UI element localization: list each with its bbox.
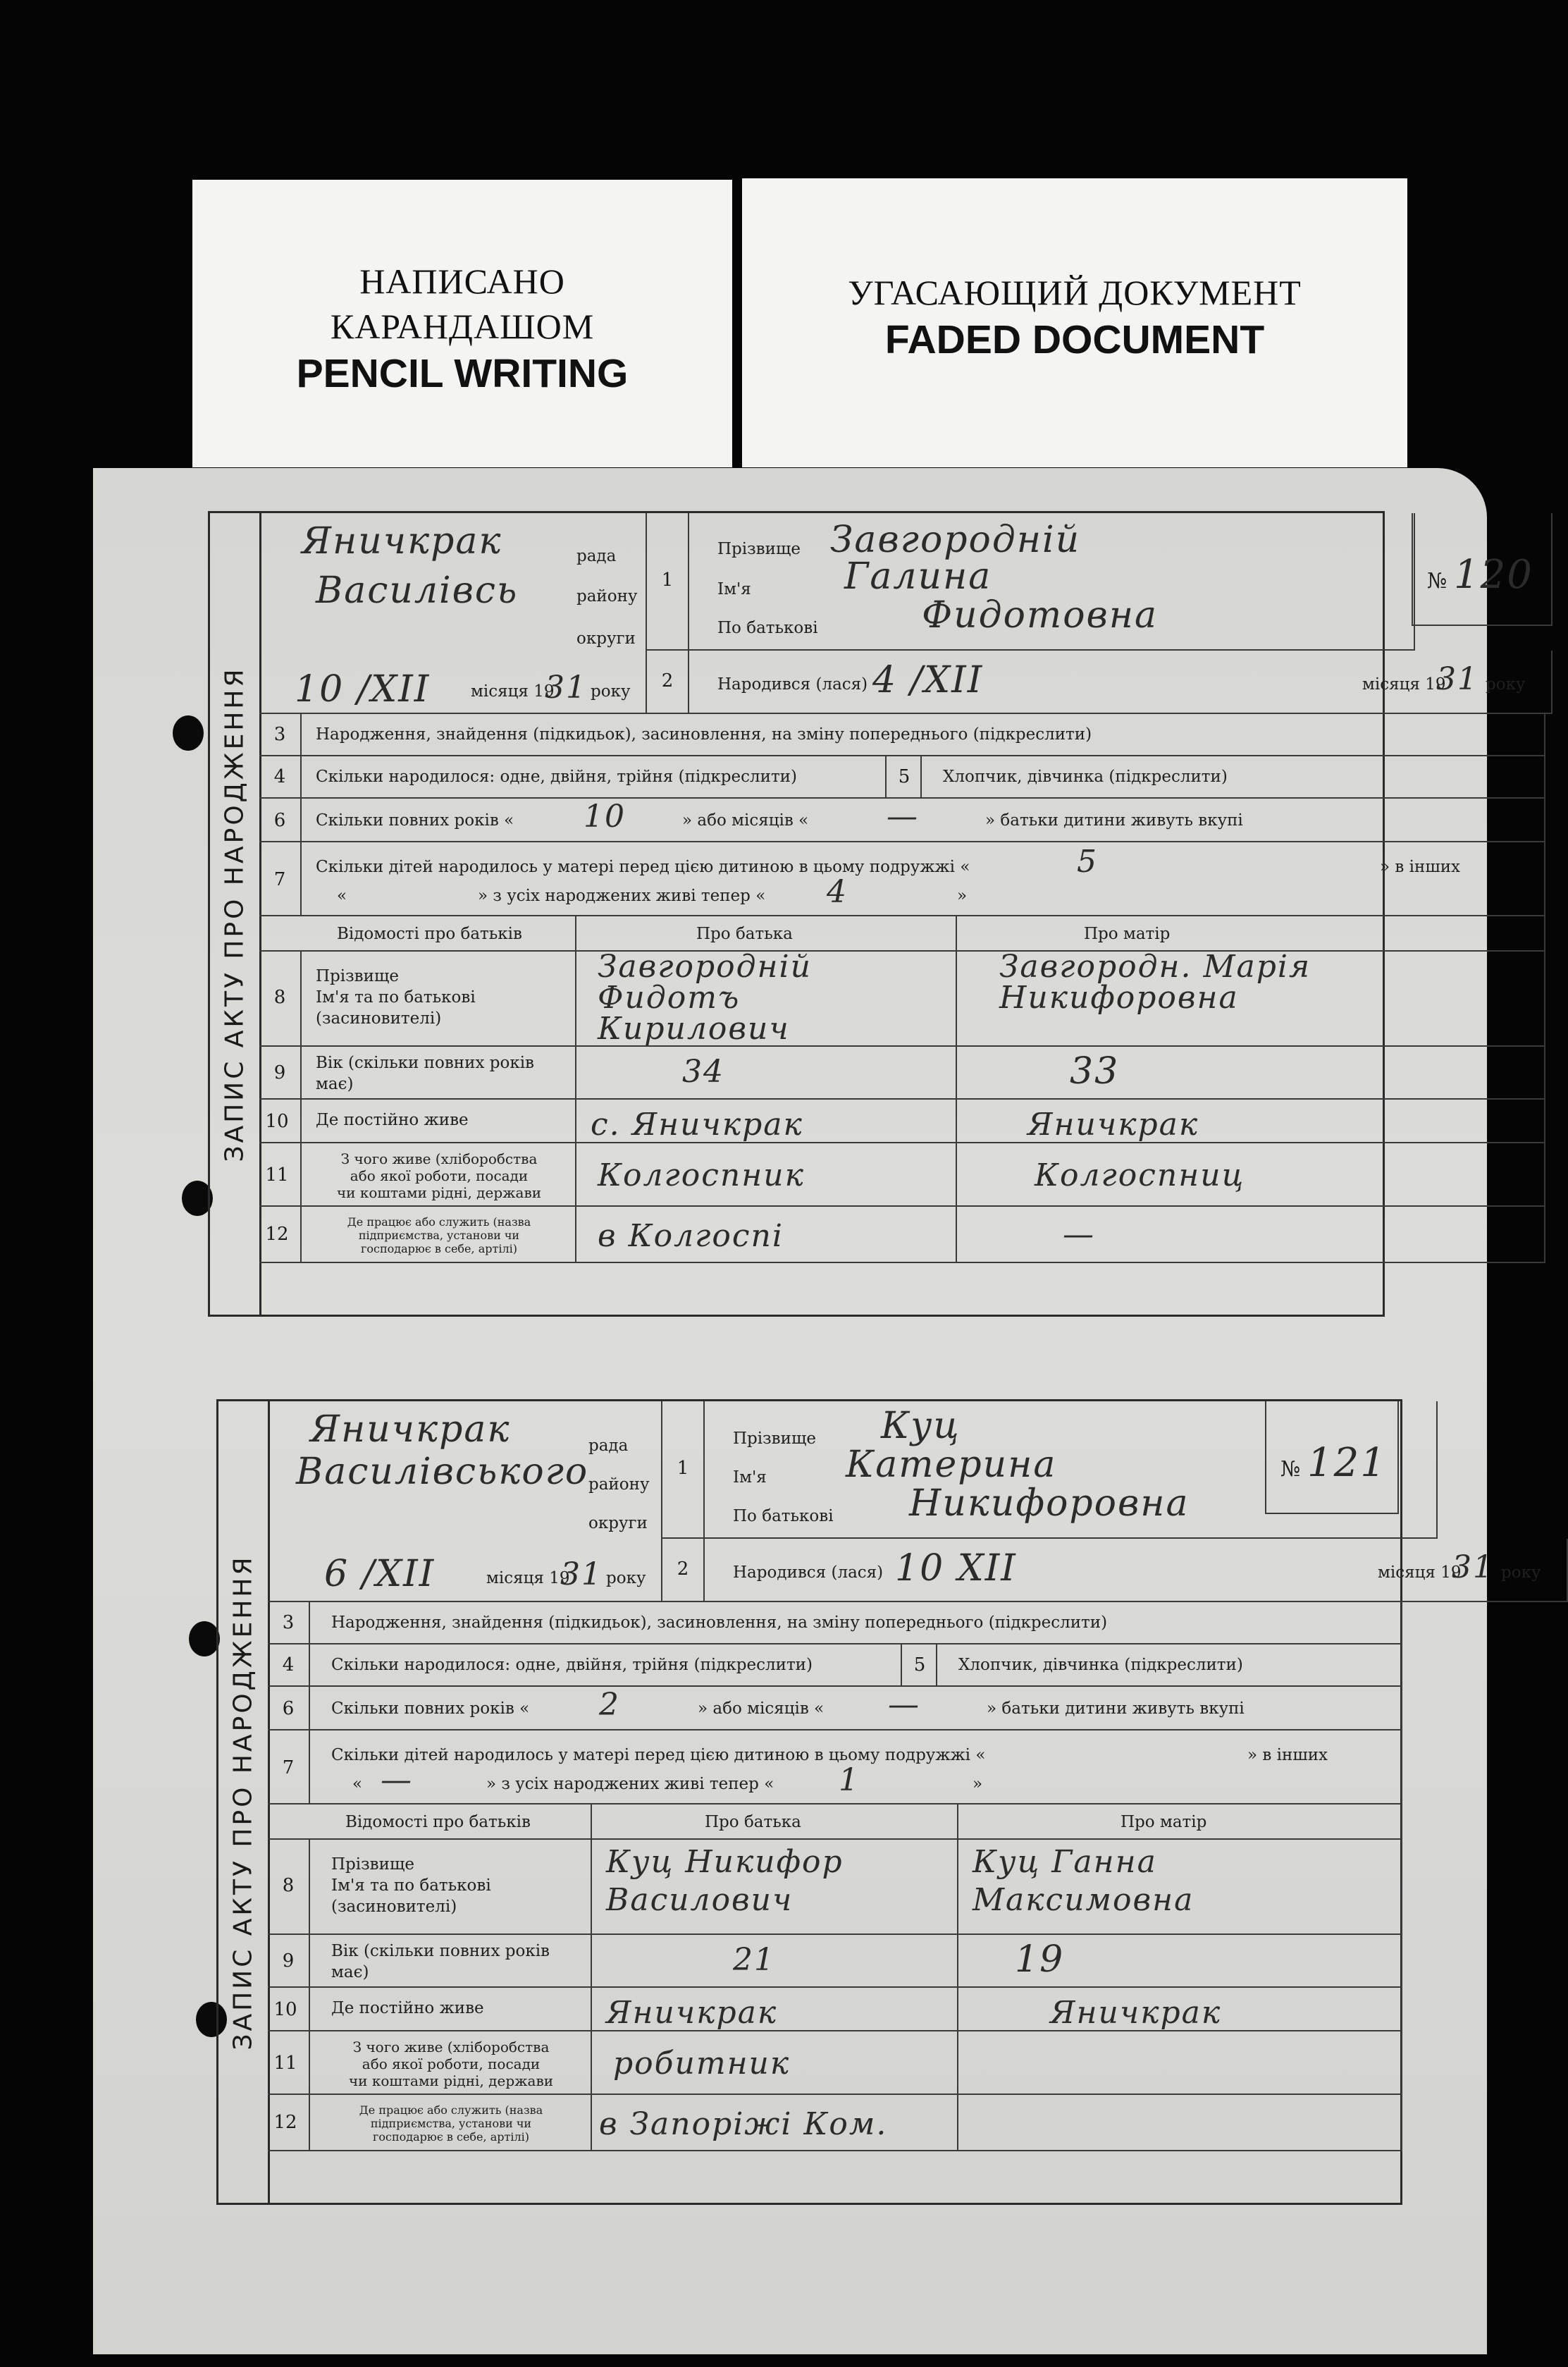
record-number: 120 — [1453, 552, 1533, 598]
row-3-text: Народження, знайдення (підкидьок), засиновлення, на зміну попереднього (підкреслити) — [316, 725, 1092, 744]
father-workplace: в Колгоспі — [598, 1218, 784, 1254]
mother-name: Завгородн. Марія Никифоровна — [999, 949, 1311, 1016]
father-age-cell — [592, 1935, 958, 1988]
parents-info-label: Відомості про батьків — [337, 925, 522, 943]
patronymic-label: По батькові — [717, 619, 818, 637]
row-number: 4 — [259, 756, 302, 799]
mother-age: 19 — [1015, 1938, 1065, 1981]
row-number: 8 — [259, 952, 302, 1047]
mother-occupation-cell — [957, 1143, 1545, 1207]
pencil-label-ru-2: КАРАНДАШОМ — [330, 307, 595, 346]
row-10-label-cell — [310, 1988, 592, 2031]
row-number: 1 — [647, 513, 689, 651]
record-number-box — [1412, 513, 1552, 626]
father-residence-cell — [592, 1988, 958, 2031]
mother-header-label: Про матір — [1084, 925, 1171, 943]
surname-label: Прізвище — [733, 1430, 816, 1448]
father-workplace-cell — [592, 2095, 958, 2151]
birth-date-block — [705, 1539, 1568, 1602]
row-number: 12 — [268, 2095, 310, 2151]
row-7-text-a: Скільки дітей народилось у матері перед цією дитиною в цьому подружжі « — [316, 858, 970, 876]
children-before: — — [381, 1762, 413, 1798]
birth-date: 4 /XII — [872, 659, 984, 701]
registration-date: 6 /XII — [324, 1553, 436, 1595]
parents-info-header — [259, 916, 576, 952]
child-name: Галина — [844, 555, 992, 598]
mother-header — [957, 916, 1545, 952]
row-4 — [310, 1644, 902, 1687]
row-6-years-label: Скільки повних років « — [316, 811, 514, 830]
number-sign: № — [1427, 569, 1447, 594]
row-3 — [302, 714, 1545, 756]
father-workplace-cell — [576, 1207, 957, 1263]
row-10-label: Де постійно живе — [331, 1999, 484, 2017]
mother-residence-cell — [958, 1988, 1402, 2031]
row-8-label: Прізвище Ім'я та по батькові (засиновителі) — [316, 967, 476, 1028]
raion-label: району — [588, 1475, 650, 1494]
registry-office — [268, 1401, 662, 1602]
okruhy-label: округи — [588, 1514, 648, 1532]
row-number: 1 — [662, 1401, 705, 1539]
row-8-label-cell — [310, 1840, 592, 1935]
row-10-label: Де постійно живе — [316, 1111, 469, 1129]
row-7-text-d: » з усіх народжених живі тепер « — [486, 1775, 774, 1793]
side-title: ЗАПИС АКТУ ПРО НАРОДЖЕННЯ — [210, 513, 261, 1315]
birth-record-121 — [216, 1399, 1541, 2205]
year-label: року — [1486, 675, 1526, 694]
row-11-label: З чого живе (хліборобства або якої роботи, посади чи коштами рідні, держави — [348, 2039, 554, 2089]
mother-name-cell — [957, 949, 1545, 1047]
child-surname: Завгородній — [830, 519, 1081, 561]
mother-header — [958, 1805, 1402, 1840]
row-9-label-cell — [302, 1047, 576, 1100]
row-5 — [937, 1644, 1402, 1687]
row-number: 2 — [662, 1539, 705, 1602]
row-6-years-label: Скільки повних років « — [331, 1699, 530, 1718]
child-name-block — [689, 513, 1415, 651]
row-3-text: Народження, знайдення (підкидьок), засиновлення, на зміну попереднього (підкреслити) — [331, 1613, 1108, 1632]
district-handwritten: Василівсь — [316, 570, 519, 612]
row-number: 5 — [887, 756, 922, 799]
father-occupation: Колгоспник — [598, 1157, 805, 1193]
row-number: 8 — [268, 1840, 310, 1935]
parents-info-header — [268, 1805, 592, 1840]
row-9-label: Вік (скільки повних років має) — [316, 1054, 534, 1093]
pencil-label-ru-1: НАПИСАНО — [359, 262, 565, 301]
months-together: — — [888, 1687, 920, 1723]
rada-label: рада — [576, 547, 617, 565]
faded-document-card — [742, 178, 1407, 467]
record-number-box — [1265, 1401, 1399, 1514]
father-header-label: Про батька — [705, 1813, 801, 1831]
living-now: 1 — [839, 1762, 860, 1798]
mother-residence: Яничкрак — [1050, 1995, 1222, 2031]
mother-header-label: Про матір — [1121, 1813, 1207, 1831]
mother-age-cell — [957, 1047, 1545, 1100]
mother-workplace-cell — [958, 2095, 1402, 2151]
row-number: 9 — [259, 1047, 302, 1100]
father-occupation-cell — [592, 2031, 958, 2095]
father-header — [576, 916, 957, 952]
mother-age-cell — [958, 1935, 1402, 1988]
months-together: — — [887, 799, 919, 835]
row-7-text-b: » в інших — [1247, 1746, 1328, 1764]
registry-office — [259, 513, 647, 714]
row-7-text-e: » — [973, 1775, 983, 1793]
row-7 — [310, 1730, 1402, 1805]
month-label: місяця 19 — [1378, 1563, 1462, 1582]
number-sign: № — [1280, 1457, 1301, 1482]
living-now: 4 — [827, 874, 848, 910]
mother-residence: Яничкрак — [1027, 1107, 1199, 1143]
village-handwritten: Яничкрак — [310, 1408, 511, 1451]
faded-label-en: FADED DOCUMENT — [884, 317, 1265, 362]
row-number: 7 — [268, 1730, 310, 1805]
father-workplace: в Запоріжі Ком. — [599, 2106, 888, 2142]
father-age: 21 — [733, 1942, 775, 1978]
row-12-label: Де працює або служить (назва підприємства, установи чи господарює в себе, артілі) — [359, 2103, 543, 2144]
child-patronymic: Никифоровна — [909, 1482, 1190, 1525]
row-number: 5 — [902, 1644, 937, 1687]
mother-workplace-cell — [957, 1207, 1545, 1263]
birth-date-block — [689, 651, 1552, 714]
father-residence: Яничкрак — [606, 1995, 778, 2031]
row-7 — [302, 842, 1545, 916]
row-8-label: Прізвище Ім'я та по батькові (засиновителі) — [331, 1855, 491, 1916]
row-5-text: Хлопчик, дівчинка (підкреслити) — [958, 1656, 1243, 1674]
okruhy-label: округи — [576, 629, 636, 648]
father-name: Завгородній Фидотъ Кирилович — [598, 949, 812, 1047]
father-residence: с. Яничкрак — [591, 1107, 803, 1143]
row-number: 3 — [259, 714, 302, 756]
row-number: 11 — [259, 1143, 302, 1207]
district-handwritten: Василівського — [296, 1451, 589, 1493]
row-5 — [922, 756, 1545, 799]
row-7-text-a: Скільки дітей народилось у матері перед цією дитиною в цьому подружжі « — [331, 1746, 986, 1764]
punch-hole — [173, 715, 204, 751]
father-name-cell — [576, 949, 957, 1047]
children-before: 5 — [1077, 844, 1098, 880]
row-6 — [310, 1687, 1402, 1730]
row-9-label-cell — [310, 1935, 592, 1988]
row-11-label-cell — [302, 1143, 576, 1207]
row-number: 10 — [268, 1988, 310, 2031]
row-7-text-d: » з усіх народжених живі тепер « — [478, 887, 766, 905]
row-4 — [302, 756, 887, 799]
row-number: 10 — [259, 1100, 302, 1143]
pencil-writing-card — [192, 180, 732, 467]
row-9-label: Вік (скільки повних років має) — [331, 1942, 550, 1981]
father-occupation-cell — [576, 1143, 957, 1207]
parents-info-label: Відомості про батьків — [345, 1813, 531, 1831]
mother-residence-cell — [957, 1100, 1545, 1143]
child-surname: Куц — [881, 1405, 961, 1447]
row-11-label-cell — [310, 2031, 592, 2095]
month-label: місяця 19 — [471, 682, 555, 701]
father-occupation: робитник — [613, 2046, 791, 2082]
row-6-months-label: » або місяців « — [682, 811, 809, 830]
row-6 — [302, 799, 1545, 842]
years-together: 10 — [584, 799, 626, 835]
row-8-label-cell — [302, 952, 576, 1047]
row-number: 2 — [647, 651, 689, 714]
registration-year: 31 — [560, 1556, 603, 1592]
name-label: Ім'я — [733, 1468, 767, 1487]
row-number: 6 — [268, 1687, 310, 1730]
birth-record-120 — [208, 511, 1533, 1317]
year-label: року — [606, 1569, 646, 1587]
row-number: 11 — [268, 2031, 310, 2095]
years-together: 2 — [599, 1687, 620, 1723]
row-number: 4 — [268, 1644, 310, 1687]
father-header-label: Про батька — [696, 925, 793, 943]
father-age-cell — [576, 1047, 957, 1100]
father-header — [592, 1805, 958, 1840]
mother-name-cell — [958, 1840, 1402, 1935]
year-label: року — [591, 682, 631, 701]
row-3 — [310, 1602, 1402, 1644]
birth-date: 10 XII — [895, 1547, 1017, 1590]
row-10-label-cell — [302, 1100, 576, 1143]
row-7-text-c: « — [352, 1775, 363, 1793]
village-handwritten: Яничкрак — [302, 520, 502, 562]
surname-label: Прізвище — [717, 540, 801, 558]
year-label: року — [1501, 1563, 1541, 1582]
row-4-text: Скільки народилося: одне, двійня, трійня (підкреслити) — [331, 1656, 813, 1674]
patronymic-label: По батькові — [733, 1507, 834, 1525]
raion-label: району — [576, 587, 638, 605]
father-residence-cell — [576, 1100, 957, 1143]
birth-year: 31 — [1452, 1549, 1494, 1585]
row-12-label: Де працює або служить (назва підприємства, установи чи господарює в себе, артілі) — [347, 1215, 531, 1255]
row-6-tail: » батьки дитини живуть вкупі — [987, 1699, 1245, 1718]
row-11-label: З чого живе (хліборобства або якої роботи, посади чи коштами рідні, держави — [336, 1150, 542, 1201]
registration-year: 31 — [545, 670, 587, 706]
rada-label: рада — [588, 1437, 629, 1455]
row-number: 12 — [259, 1207, 302, 1263]
mother-occupation-cell — [958, 2031, 1402, 2095]
born-label: Народився (лася) — [733, 1563, 884, 1582]
row-4-text: Скільки народилося: одне, двійня, трійня (підкреслити) — [316, 768, 797, 786]
father-name: Куц Никифор Василович — [606, 1844, 844, 1918]
mother-workplace: — — [1063, 1217, 1095, 1253]
row-7-text-c: « — [337, 887, 347, 905]
mother-name: Куц Ганна Максимовна — [973, 1844, 1194, 1918]
row-12-label-cell — [302, 1207, 576, 1263]
row-number: 9 — [268, 1935, 310, 1988]
father-name-cell — [592, 1840, 958, 1935]
pencil-label-en: PENCIL WRITING — [296, 351, 629, 396]
registration-date: 10 /XII — [295, 668, 431, 711]
name-label: Ім'я — [717, 580, 751, 598]
row-6-months-label: » або місяців « — [698, 1699, 825, 1718]
faded-label-ru: УГАСАЮЩИЙ ДОКУМЕНТ — [848, 273, 1302, 312]
row-number: 6 — [259, 799, 302, 842]
row-12-label-cell — [310, 2095, 592, 2151]
birth-year: 31 — [1436, 661, 1479, 697]
row-number: 7 — [259, 842, 302, 916]
row-6-tail: » батьки дитини живуть вкупі — [985, 811, 1243, 830]
row-number: 3 — [268, 1602, 310, 1644]
row-5-text: Хлопчик, дівчинка (підкреслити) — [943, 768, 1228, 786]
month-label: місяця 19 — [486, 1569, 570, 1587]
row-7-text-b: » в інших — [1380, 858, 1461, 876]
month-label: місяця 19 — [1362, 675, 1446, 694]
child-patronymic: Фидотовна — [922, 594, 1159, 637]
born-label: Народився (лася) — [717, 675, 868, 694]
mother-occupation: Колгоспниц — [1035, 1157, 1245, 1193]
record-number: 121 — [1307, 1440, 1387, 1486]
side-title: ЗАПИС АКТУ ПРО НАРОДЖЕННЯ — [218, 1401, 270, 2203]
child-name: Катерина — [846, 1444, 1057, 1486]
mother-age: 33 — [1070, 1050, 1120, 1093]
row-7-text-e: » — [957, 887, 968, 905]
father-age: 34 — [682, 1054, 724, 1090]
punch-hole — [189, 1621, 220, 1656]
